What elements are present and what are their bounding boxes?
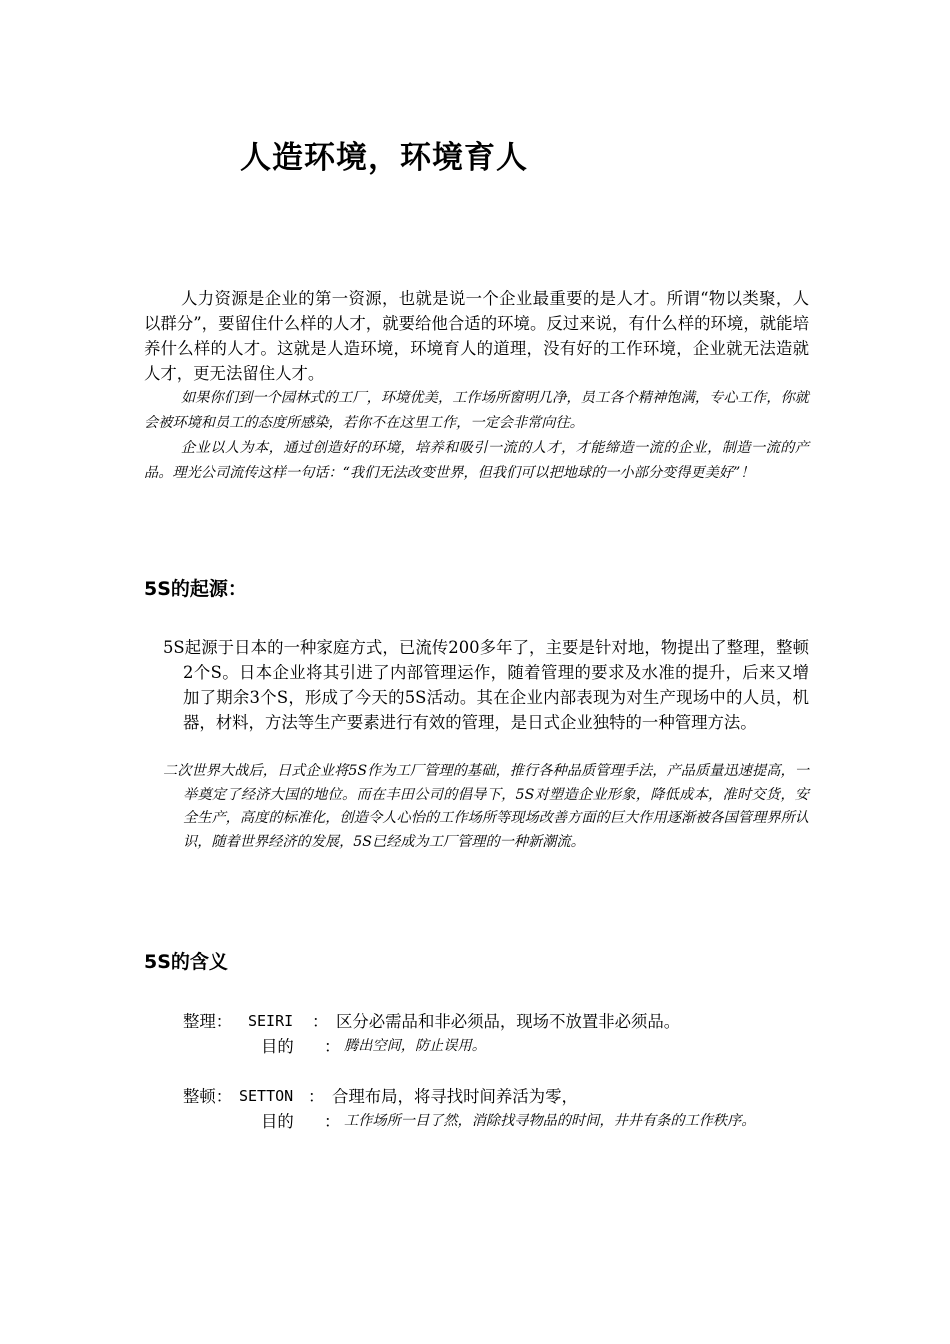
setton-definition-row [183,1084,809,1109]
seiri-purpose-row [183,1034,809,1059]
seiri-definition-row [183,1009,809,1034]
seiri-name-cn: 整理： [183,1012,233,1031]
setton-name-cn: 整顿： [183,1087,233,1106]
seiri-colon: ： [312,1012,329,1031]
origin-heading: 5S的起源： [144,578,247,600]
intro-paragraph-1: 人力资源是企业的第一资源，也就是说一个企业最重要的是人才。所谓“物以类聚，人以群分”，要留住什么样的人才，就要给他合适的环境。反过来说，有什么样的环境，就能培养什么样的人才。这就是人造环境，环境育人的道理，没有好的工作环境，企业就无法造就人才，更无法留住人才。 [144,289,809,383]
seiri-purpose-colon: ： [324,1037,341,1056]
setton-purpose-label: 目的 [261,1112,294,1131]
setton-name-en: SETTON [239,1087,294,1105]
setton-definition: 合理布局，将寻找时间养活为零， [332,1087,578,1106]
setton-purpose: 工作场所一目了然，消除找寻物品的时间，井井有条的工作秩序。 [344,1113,756,1129]
seiri-name-en: SEIRI [248,1012,294,1030]
setton-colon: ： [308,1087,325,1106]
page-title: 人造环境，环境育人 [240,140,528,176]
origin-paragraph-2: 二次世界大战后，日式企业将5S作为工厂管理的基础，推行各种品质管理手法，产品质量迅速提高，一举奠定了经济大国的地位。而在丰田公司的倡导下，5S对塑造企业形象，降低成本，准时交货，安全生产，高度的标准化，创造令人心怡的工作场所等现场改善方面的巨大作用逐渐被各国管理界所认识，随着世界经济的发展，5S已经成为工厂管理的一种新潮流。 [163,763,809,850]
seiri-purpose: 腾出空间，防止误用。 [344,1038,486,1054]
meaning-heading: 5S的含义 [144,951,228,973]
origin-paragraph-1: 5S起源于日本的一种家庭方式，已流传200多年了，主要是针对地，物提出了整理，整顿2个S。日本企业将其引进了内部管理运作，随着管理的要求及水准的提升，后来又增加了期余3个S，形成了今天的5S活动。其在企业内部表现为对生产现场中的人员，机器，材料，方法等生产要素进行有效的管理，是日式企业独特的一种管理方法。 [163,638,809,732]
intro-paragraph-2: 如果你们到一个园林式的工厂，环境优美，工作场所窗明几净，员工各个精神饱满，专心工作，你就会被环境和员工的态度所感染，若你不在这里工作，一定会非常向往。 [144,390,809,431]
seiri-purpose-label: 目的 [261,1037,294,1056]
intro-paragraph-3: 企业以人为本，通过创造好的环境，培养和吸引一流的人才，才能缔造一流的企业，制造一流的产品。理光公司流传这样一句话：“我们无法改变世界，但我们可以把地球的一小部分变得更美好”！ [144,440,809,481]
setton-purpose-colon: ： [324,1112,341,1131]
seiri-definition: 区分必需品和非必须品，现场不放置非必须品。 [336,1012,681,1031]
